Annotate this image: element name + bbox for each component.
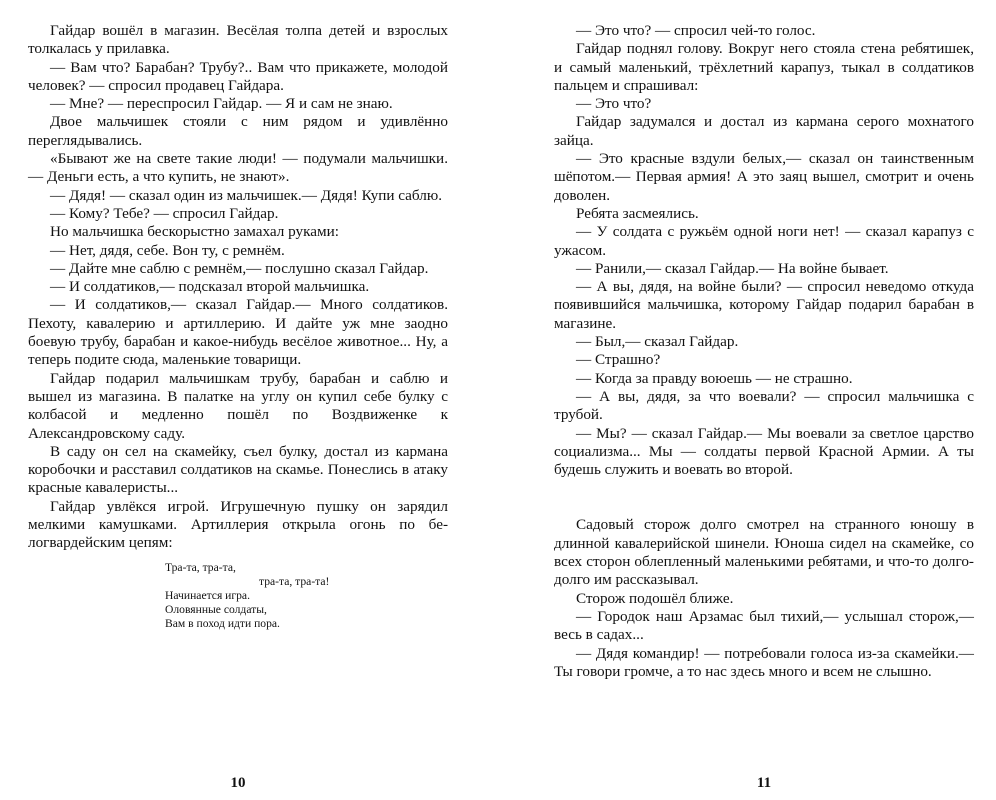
- paragraph: — Мы? — сказал Гайдар.— Мы воевали за светлое царство социализма... Мы — солдаты первой Красной Армии. А ты будешь служить и воевать во второй.: [554, 424, 974, 479]
- paragraph: Но мальчишка бескорыстно замахал руками:: [50, 223, 339, 241]
- verse-block: [165, 561, 448, 631]
- paragraph: В саду он сел на скамейку, съел булку, достал из кармана коробочки и расставил солдатиков на скамье. Понеслись в атаку красные кавалеристы...: [28, 442, 448, 497]
- verse-line: Начинается игра.: [165, 588, 250, 602]
- paragraph: — Нет, дядя, себе. Вон ту, с ремнём.: [50, 241, 285, 259]
- paragraph: — У солдата с ружьём одной ноги нет! — сказал карапуз с ужасом.: [554, 223, 974, 259]
- right-page-text-top: [554, 22, 974, 479]
- paragraph: Сторож подошёл ближе.: [576, 589, 734, 607]
- paragraph: — Это красные вздули белых,— сказал он таинственным шёпотом.— Первая армия! А это заяц вышел, смотрит и очень доволен.: [554, 150, 974, 204]
- paragraph: Гайдар задумался и достал из кармана серого мохнатого зайца.: [554, 113, 974, 149]
- verse-line: Вам в поход идти пора.: [165, 616, 280, 630]
- page-number: 10: [230, 775, 246, 791]
- paragraph: — Мне? — переспросил Гайдар. — Я и сам не знаю.: [50, 95, 393, 113]
- paragraph: Гайдар увлёкся игрой. Игрушечную пушку он зарядил мелкими камушками. Артиллерия открыла огонь по белогвардейским цепям:: [28, 497, 448, 552]
- paragraph: Ребята засмеялись.: [576, 204, 699, 222]
- paragraph: — Дайте мне саблю с ремнём,— послушно сказал Гайдар.: [50, 259, 429, 277]
- paragraph: — Кому? Тебе? — спросил Гайдар.: [50, 204, 279, 222]
- paragraph: — Страшно?: [576, 351, 661, 369]
- paragraph: — И солдатиков,— подсказал второй мальчишка.: [50, 278, 370, 296]
- paragraph: — Был,— сказал Гайдар.: [576, 333, 739, 351]
- paragraph: Гайдар подарил мальчишкам трубу, барабан и саблю и вышел из магазина. В палатке на углу он купил себе булку с колбасой и медленно пошёл по Воздвиженке к Александровскому саду.: [28, 369, 448, 442]
- paragraph: — Это что?: [576, 95, 652, 113]
- paragraph: Двое мальчишек стояли с ним рядом и удивлённо переглядывались.: [28, 113, 448, 149]
- right-page: [554, 22, 974, 792]
- page-number: 11: [756, 775, 772, 791]
- paragraph: — А вы, дядя, на войне были? — спросил неведомо откуда появившийся мальчишка, которому Гайдар подарил барабан в магазине.: [554, 278, 974, 332]
- paragraph: — А вы, дядя, за что воевали? — спросил мальчишка с трубой.: [554, 387, 974, 424]
- verse-line: тра-та, тра-та!: [259, 574, 330, 588]
- left-page: [28, 22, 448, 792]
- left-page-text: [28, 22, 448, 553]
- paragraph: Гайдар поднял голову. Вокруг него стояла стена ребятишек, и самый маленький, трёхлетний карапуз, тыкал в солдатиков пальцем и спрашивал:: [554, 40, 974, 94]
- verse-line: Оловянные солдаты,: [165, 602, 267, 616]
- paragraph: — Городок наш Арзамас был тихий,— услышал сторож,— весь в садах...: [554, 607, 974, 644]
- paragraph: — И солдатиков,— сказал Гайдар.— Много солдатиков. Пехоту, кавалерию и артиллерию. И дайте уж мне заодно боевую трубу, барабан и какое-нибудь весёлое животное... Ну, а теперь подите сюда, маленькие товарищи.: [28, 296, 448, 369]
- verse-line: Тра-та, тра-та,: [165, 560, 236, 574]
- paragraph: «Бывают же на свете такие люди! — подумали мальчишки.— Деньги есть, а что купить, не знают».: [28, 150, 448, 186]
- right-page-text-bottom: [554, 516, 974, 681]
- paragraph: — Это что? — спросил чей-то голос.: [576, 22, 816, 39]
- paragraph: — Вам что? Барабан? Трубу?.. Вам что прикажете, молодой человек? — спросил продавец Гайдара.: [28, 58, 448, 94]
- paragraph: — Дядя командир! — потребовали голоса из-за скамейки.— Ты говори громче, а то нас здесь много и всем не слышно.: [554, 644, 974, 680]
- paragraph: Гайдар вошёл в магазин. Весёлая толпа детей и взрослых толкалась у прилавка.: [28, 22, 448, 58]
- paragraph: — Ранили,— сказал Гайдар.— На войне бывает.: [576, 259, 889, 277]
- paragraph: — Дядя! — сказал один из мальчишек.— Дядя! Купи саблю.: [50, 186, 442, 204]
- section-break: [554, 479, 974, 516]
- paragraph: Садовый сторож долго смотрел на странного юношу в длинной кавалерийской шинели. Юноша сидел на скамейке, со всех сторон облепленный маленькими ребятами, и что-то долго-долго им рассказывал.: [554, 516, 974, 589]
- paragraph: — Когда за правду воюешь — не страшно.: [576, 369, 853, 387]
